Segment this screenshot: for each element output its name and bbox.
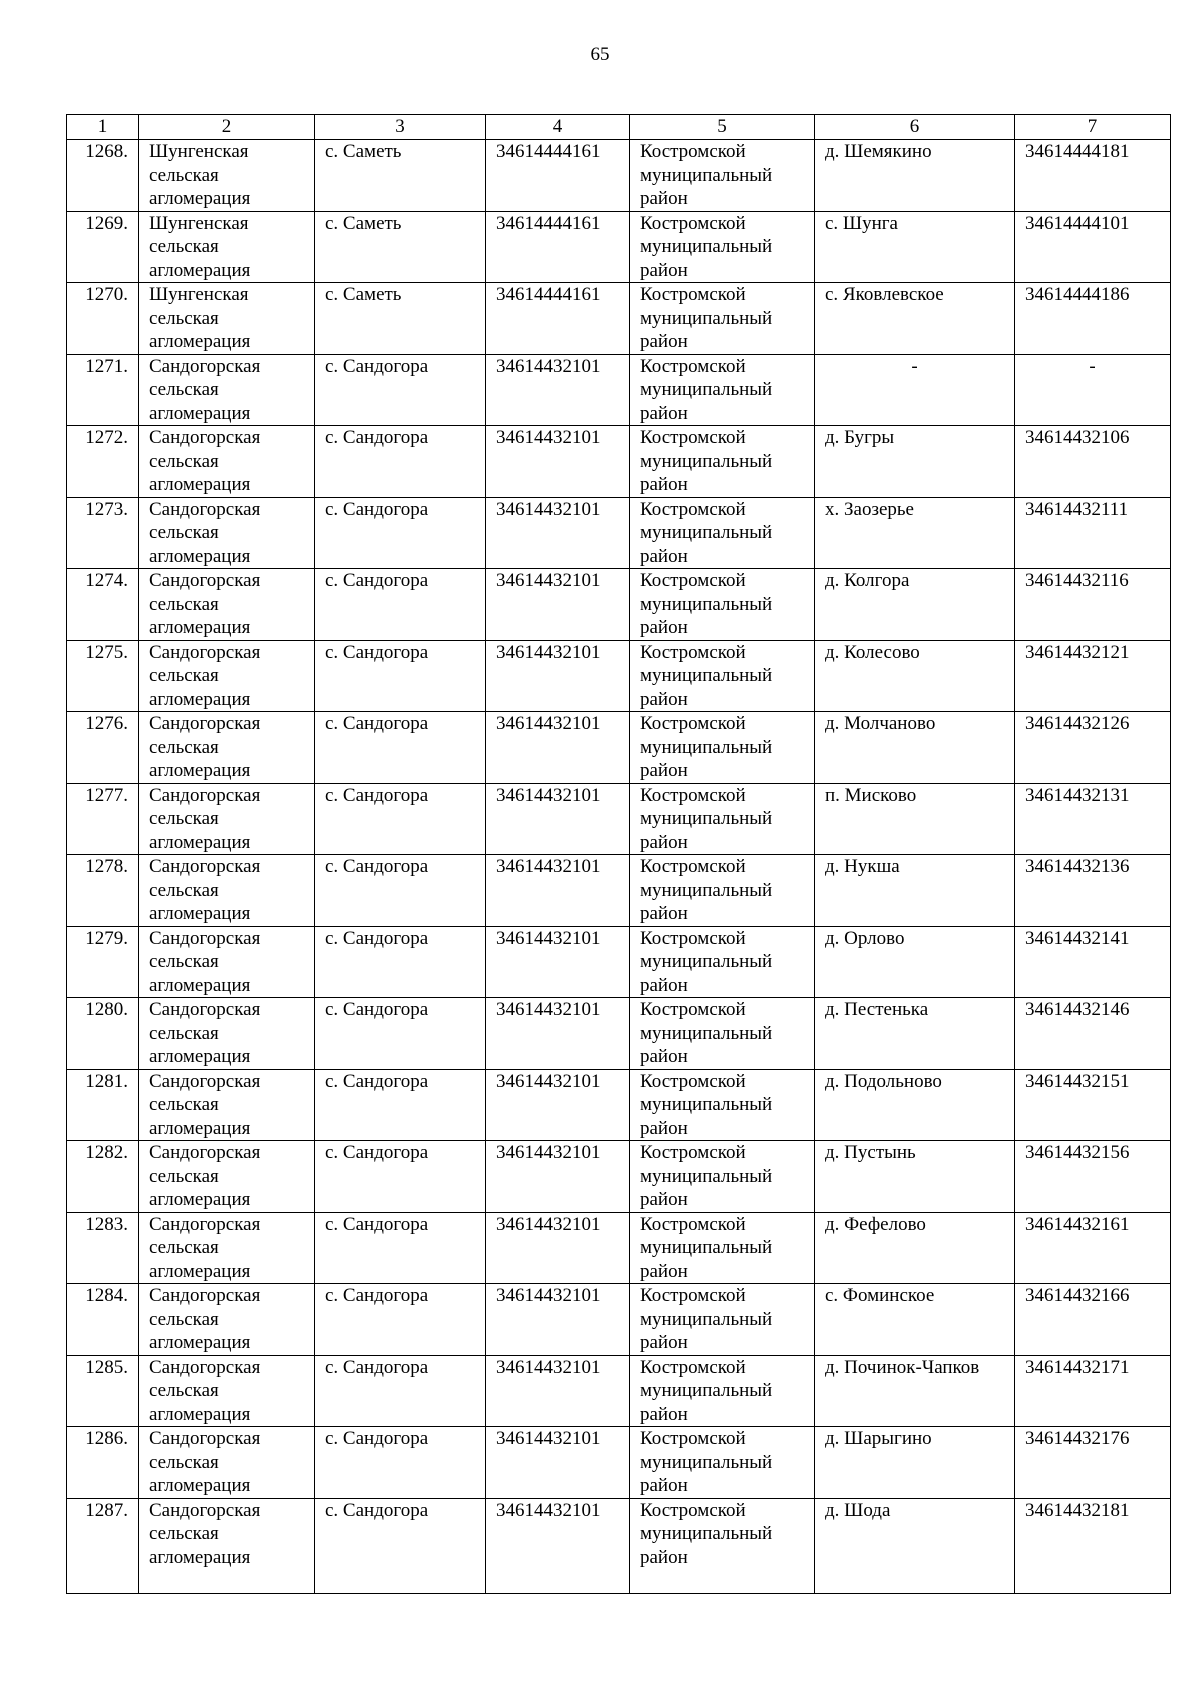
district-cell: Костромской муниципальный район — [630, 640, 815, 712]
center-settlement-cell: с. Сандогора — [315, 1141, 486, 1213]
settlement-cell: д. Орлово — [815, 926, 1015, 998]
center-settlement-cell: с. Сандогора — [315, 855, 486, 927]
table-row — [67, 1141, 1171, 1213]
table-row — [67, 354, 1171, 426]
settlement-oktmo-cell: 34614432136 — [1015, 855, 1171, 927]
settlement-oktmo-cell: 34614432131 — [1015, 783, 1171, 855]
center-oktmo-cell: 34614432101 — [486, 497, 630, 569]
agglomeration-name-cell: Сандогорская сельская агломерация — [139, 1141, 315, 1213]
settlement-oktmo-cell: 34614432111 — [1015, 497, 1171, 569]
center-oktmo-cell: 34614432101 — [486, 1355, 630, 1427]
table-row — [67, 140, 1171, 212]
table-header-row — [67, 115, 1171, 140]
row-number-cell: 1269. — [67, 211, 139, 283]
settlement-oktmo-cell: 34614444181 — [1015, 140, 1171, 212]
district-cell: Костромской муниципальный район — [630, 569, 815, 641]
agglomeration-name-cell: Сандогорская сельская агломерация — [139, 426, 315, 498]
agglomeration-name-cell: Сандогорская сельская агломерация — [139, 1355, 315, 1427]
center-settlement-cell: с. Сандогора — [315, 426, 486, 498]
column-header: 5 — [630, 115, 815, 140]
agglomeration-name-cell: Сандогорская сельская агломерация — [139, 497, 315, 569]
center-settlement-cell: с. Саметь — [315, 140, 486, 212]
center-settlement-cell: с. Сандогора — [315, 998, 486, 1070]
column-header: 7 — [1015, 115, 1171, 140]
agglomeration-name-cell: Шунгенская сельская агломерация — [139, 211, 315, 283]
settlement-oktmo-cell: 34614432176 — [1015, 1427, 1171, 1499]
center-settlement-cell: с. Сандогора — [315, 569, 486, 641]
district-cell: Костромской муниципальный район — [630, 998, 815, 1070]
settlement-cell: с. Яковлевское — [815, 283, 1015, 355]
center-oktmo-cell: 34614444161 — [486, 283, 630, 355]
row-number-cell: 1276. — [67, 712, 139, 784]
row-number-cell: 1280. — [67, 998, 139, 1070]
settlement-cell: д. Фефелово — [815, 1212, 1015, 1284]
settlement-oktmo-cell: 34614432141 — [1015, 926, 1171, 998]
agglomeration-name-cell: Сандогорская сельская агломерация — [139, 783, 315, 855]
district-cell: Костромской муниципальный район — [630, 783, 815, 855]
settlement-cell: д. Шарыгино — [815, 1427, 1015, 1499]
center-oktmo-cell: 34614432101 — [486, 1498, 630, 1593]
row-number-cell: 1281. — [67, 1069, 139, 1141]
settlement-cell: с. Фоминское — [815, 1284, 1015, 1356]
column-header: 3 — [315, 115, 486, 140]
district-cell: Костромской муниципальный район — [630, 1498, 815, 1593]
center-settlement-cell: с. Сандогора — [315, 1284, 486, 1356]
center-settlement-cell: с. Сандогора — [315, 497, 486, 569]
table-row — [67, 712, 1171, 784]
table-row — [67, 998, 1171, 1070]
table-row — [67, 1069, 1171, 1141]
table-row — [67, 855, 1171, 927]
table-row — [67, 1355, 1171, 1427]
center-settlement-cell: с. Саметь — [315, 211, 486, 283]
settlement-oktmo-cell: - — [1015, 354, 1171, 426]
center-oktmo-cell: 34614432101 — [486, 1069, 630, 1141]
table-row — [67, 1427, 1171, 1499]
district-cell: Костромской муниципальный район — [630, 354, 815, 426]
center-settlement-cell: с. Сандогора — [315, 1498, 486, 1593]
district-cell: Костромской муниципальный район — [630, 1141, 815, 1213]
settlement-cell: х. Заозерье — [815, 497, 1015, 569]
table-row — [67, 1498, 1171, 1593]
row-number-cell: 1285. — [67, 1355, 139, 1427]
agglomeration-name-cell: Сандогорская сельская агломерация — [139, 1212, 315, 1284]
settlement-oktmo-cell: 34614432161 — [1015, 1212, 1171, 1284]
table-row — [67, 783, 1171, 855]
district-cell: Костромской муниципальный район — [630, 1284, 815, 1356]
table-row — [67, 426, 1171, 498]
row-number-cell: 1274. — [67, 569, 139, 641]
row-number-cell: 1279. — [67, 926, 139, 998]
column-header: 4 — [486, 115, 630, 140]
center-settlement-cell: с. Сандогора — [315, 1427, 486, 1499]
settlement-cell: - — [815, 354, 1015, 426]
center-oktmo-cell: 34614444161 — [486, 140, 630, 212]
table-row — [67, 1284, 1171, 1356]
settlement-oktmo-cell: 34614432116 — [1015, 569, 1171, 641]
agglomeration-name-cell: Шунгенская сельская агломерация — [139, 283, 315, 355]
agglomeration-table — [66, 114, 1171, 1594]
settlement-cell: п. Мисково — [815, 783, 1015, 855]
center-settlement-cell: с. Сандогора — [315, 1355, 486, 1427]
table-row — [67, 640, 1171, 712]
district-cell: Костромской муниципальный район — [630, 426, 815, 498]
center-settlement-cell: с. Сандогора — [315, 926, 486, 998]
row-number-cell: 1282. — [67, 1141, 139, 1213]
table-row — [67, 569, 1171, 641]
center-oktmo-cell: 34614432101 — [486, 1212, 630, 1284]
page-number: 65 — [590, 44, 610, 65]
center-settlement-cell: с. Саметь — [315, 283, 486, 355]
center-oktmo-cell: 34614432101 — [486, 1427, 630, 1499]
settlement-oktmo-cell: 34614432171 — [1015, 1355, 1171, 1427]
settlement-oktmo-cell: 34614432106 — [1015, 426, 1171, 498]
agglomeration-name-cell: Сандогорская сельская агломерация — [139, 926, 315, 998]
table-body — [67, 140, 1171, 1594]
settlement-oktmo-cell: 34614444101 — [1015, 211, 1171, 283]
district-cell: Костромской муниципальный район — [630, 140, 815, 212]
row-number-cell: 1275. — [67, 640, 139, 712]
settlement-cell: д. Шода — [815, 1498, 1015, 1593]
row-number-cell: 1270. — [67, 283, 139, 355]
agglomeration-name-cell: Сандогорская сельская агломерация — [139, 1069, 315, 1141]
agglomeration-name-cell: Сандогорская сельская агломерация — [139, 855, 315, 927]
settlement-cell: д. Пестенька — [815, 998, 1015, 1070]
center-settlement-cell: с. Сандогора — [315, 1212, 486, 1284]
center-settlement-cell: с. Сандогора — [315, 354, 486, 426]
center-settlement-cell: с. Сандогора — [315, 783, 486, 855]
table-row — [67, 497, 1171, 569]
center-oktmo-cell: 34614432101 — [486, 998, 630, 1070]
district-cell: Костромской муниципальный район — [630, 926, 815, 998]
center-settlement-cell: с. Сандогора — [315, 712, 486, 784]
settlement-cell: д. Подольново — [815, 1069, 1015, 1141]
agglomeration-name-cell: Сандогорская сельская агломерация — [139, 998, 315, 1070]
agglomeration-name-cell: Сандогорская сельская агломерация — [139, 354, 315, 426]
center-oktmo-cell: 34614432101 — [486, 783, 630, 855]
settlement-cell: д. Пустынь — [815, 1141, 1015, 1213]
row-number-cell: 1268. — [67, 140, 139, 212]
center-settlement-cell: с. Сандогора — [315, 640, 486, 712]
agglomeration-name-cell: Сандогорская сельская агломерация — [139, 640, 315, 712]
table-row — [67, 211, 1171, 283]
center-oktmo-cell: 34614432101 — [486, 569, 630, 641]
settlement-oktmo-cell: 34614432121 — [1015, 640, 1171, 712]
settlement-cell: с. Шунга — [815, 211, 1015, 283]
settlement-oktmo-cell: 34614444186 — [1015, 283, 1171, 355]
district-cell: Костромской муниципальный район — [630, 1069, 815, 1141]
settlement-cell: д. Нукша — [815, 855, 1015, 927]
agglomeration-name-cell: Сандогорская сельская агломерация — [139, 1498, 315, 1593]
settlement-oktmo-cell: 34614432151 — [1015, 1069, 1171, 1141]
center-oktmo-cell: 34614432101 — [486, 640, 630, 712]
center-oktmo-cell: 34614444161 — [486, 211, 630, 283]
settlement-oktmo-cell: 34614432156 — [1015, 1141, 1171, 1213]
center-oktmo-cell: 34614432101 — [486, 712, 630, 784]
settlement-cell: д. Колесово — [815, 640, 1015, 712]
settlement-oktmo-cell: 34614432166 — [1015, 1284, 1171, 1356]
center-oktmo-cell: 34614432101 — [486, 926, 630, 998]
center-oktmo-cell: 34614432101 — [486, 354, 630, 426]
district-cell: Костромской муниципальный район — [630, 712, 815, 784]
row-number-cell: 1286. — [67, 1427, 139, 1499]
district-cell: Костромской муниципальный район — [630, 1212, 815, 1284]
agglomeration-name-cell: Сандогорская сельская агломерация — [139, 569, 315, 641]
settlement-cell: д. Бугры — [815, 426, 1015, 498]
table-row — [67, 1212, 1171, 1284]
center-oktmo-cell: 34614432101 — [486, 426, 630, 498]
row-number-cell: 1278. — [67, 855, 139, 927]
row-number-cell: 1283. — [67, 1212, 139, 1284]
row-number-cell: 1287. — [67, 1498, 139, 1593]
center-oktmo-cell: 34614432101 — [486, 1141, 630, 1213]
center-settlement-cell: с. Сандогора — [315, 1069, 486, 1141]
agglomeration-name-cell: Шунгенская сельская агломерация — [139, 140, 315, 212]
district-cell: Костромской муниципальный район — [630, 497, 815, 569]
table-row — [67, 926, 1171, 998]
center-oktmo-cell: 34614432101 — [486, 855, 630, 927]
agglomeration-name-cell: Сандогорская сельская агломерация — [139, 712, 315, 784]
row-number-cell: 1271. — [67, 354, 139, 426]
district-cell: Костромской муниципальный район — [630, 283, 815, 355]
column-header: 1 — [67, 115, 139, 140]
district-cell: Костромской муниципальный район — [630, 855, 815, 927]
table-row — [67, 283, 1171, 355]
district-cell: Костромской муниципальный район — [630, 1427, 815, 1499]
settlement-cell: д. Колгора — [815, 569, 1015, 641]
settlement-oktmo-cell: 34614432146 — [1015, 998, 1171, 1070]
column-header: 6 — [815, 115, 1015, 140]
row-number-cell: 1284. — [67, 1284, 139, 1356]
agglomeration-name-cell: Сандогорская сельская агломерация — [139, 1284, 315, 1356]
settlement-cell: д. Починок-Чапков — [815, 1355, 1015, 1427]
agglomeration-name-cell: Сандогорская сельская агломерация — [139, 1427, 315, 1499]
settlement-oktmo-cell: 34614432181 — [1015, 1498, 1171, 1593]
district-cell: Костромской муниципальный район — [630, 211, 815, 283]
settlement-cell: д. Молчаново — [815, 712, 1015, 784]
settlement-cell: д. Шемякино — [815, 140, 1015, 212]
column-header: 2 — [139, 115, 315, 140]
row-number-cell: 1277. — [67, 783, 139, 855]
row-number-cell: 1273. — [67, 497, 139, 569]
settlement-oktmo-cell: 34614432126 — [1015, 712, 1171, 784]
row-number-cell: 1272. — [67, 426, 139, 498]
center-oktmo-cell: 34614432101 — [486, 1284, 630, 1356]
district-cell: Костромской муниципальный район — [630, 1355, 815, 1427]
